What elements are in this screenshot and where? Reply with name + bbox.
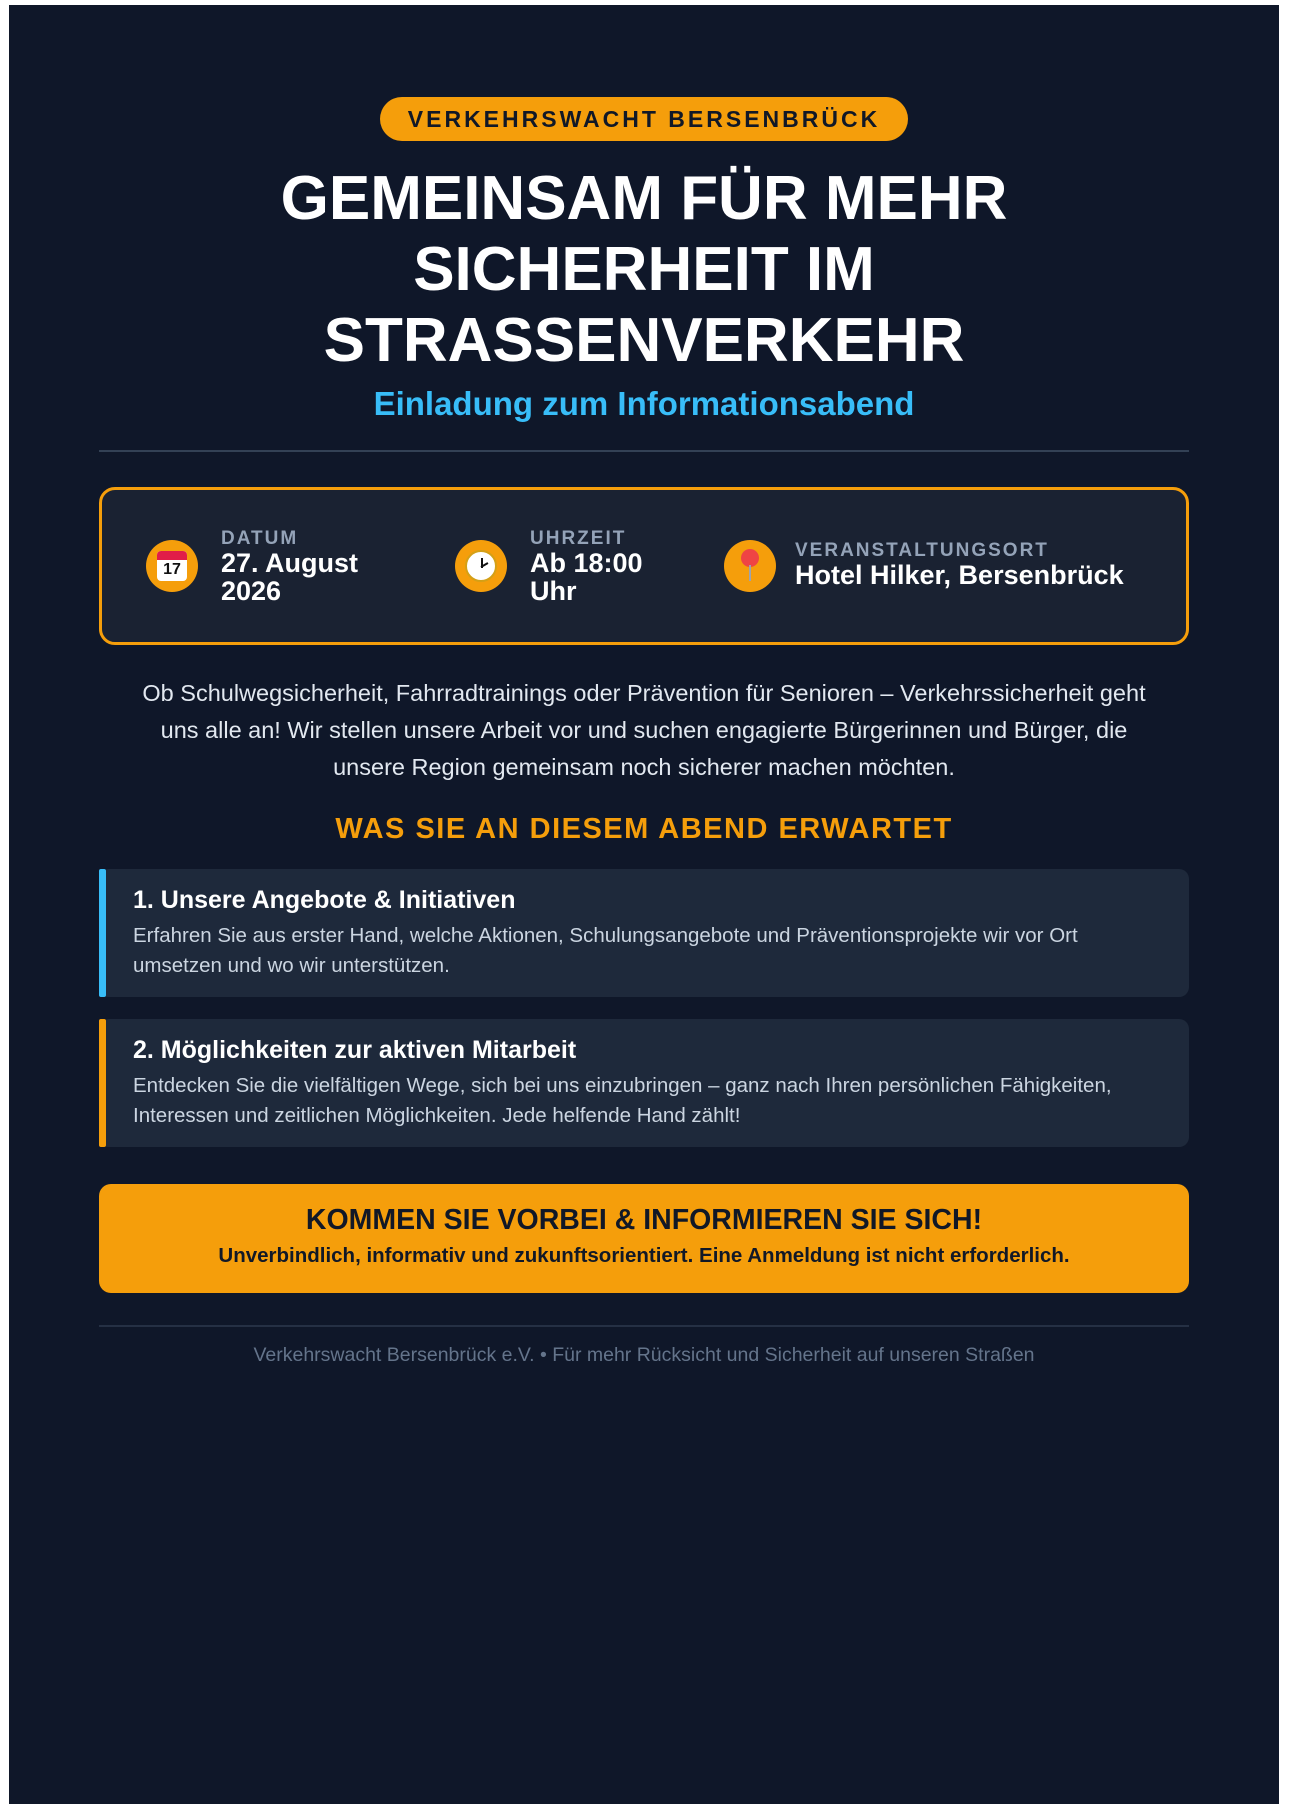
agenda-card-line: umsetzen und wo wir unterstützen.	[133, 954, 450, 977]
intro-text	[99, 675, 1189, 786]
calendar-day: 17	[163, 561, 181, 578]
title-line: STRASSENVERKEHR	[323, 306, 965, 375]
intro-line: Ob Schulwegsicherheit, Fahrradtrainings oder Prävention für Senioren – Verkehrssicherheit geht	[142, 680, 1146, 706]
agenda-card-line: Erfahren Sie aus erster Hand, welche Aktionen, Schulungsangebote und Präventionsprojekte wir vor Ort	[133, 924, 1078, 947]
agenda-card-body	[133, 921, 1163, 981]
badge-row	[99, 97, 1189, 141]
agenda-card-accent	[99, 869, 106, 997]
agenda-card-line: Interessen und zeitlichen Möglichkeiten. Jede helfende Hand zählt!	[133, 1104, 741, 1127]
cta-text: Unverbindlich, informativ und zukunftsorientiert. Eine Anmeldung ist nicht erforderlich.	[218, 1244, 1070, 1267]
info-date	[102, 490, 402, 642]
agenda-card	[99, 869, 1189, 997]
intro-line: uns alle an! Wir stellen unsere Arbeit vor und suchen engagierte Bürgerinnen und Bürger, die	[160, 717, 1128, 743]
info-location-value: Hotel Hilker, Bersenbrück	[795, 560, 1124, 590]
info-time-value	[530, 549, 643, 605]
intro-line: unsere Region gemeinsam noch sicherer machen möchten.	[333, 754, 955, 780]
info-location-label: VERANSTALTUNGSORT	[795, 540, 1049, 561]
agenda-card-line: Entdecken Sie die vielfältigen Wege, sich bei uns einzubringen – ganz nach Ihren persönlichen Fähigkeiten,	[133, 1074, 1112, 1097]
info-location	[672, 490, 1186, 642]
call-to-action-box	[99, 1184, 1189, 1293]
clock-icon	[455, 540, 507, 592]
organization-badge: VERKEHRSWACHT BERSENBRÜCK	[380, 97, 908, 141]
agenda-heading: WAS SIE AN DIESEM ABEND ERWARTET	[335, 813, 953, 845]
footer-divider	[99, 1325, 1189, 1327]
footer-text: Verkehrswacht Bersenbrück e.V. • Für mehr Rücksicht und Sicherheit auf unseren Straßen	[253, 1344, 1035, 1366]
agenda-card-title: 1. Unsere Angebote & Initiativen	[133, 886, 516, 914]
info-time	[402, 490, 672, 642]
title-line: GEMEINSAM FÜR MEHR	[280, 164, 1008, 233]
calendar-icon	[146, 540, 198, 592]
agenda-card-title: 2. Möglichkeiten zur aktiven Mitarbeit	[133, 1036, 577, 1064]
info-date-label: DATUM	[221, 528, 299, 549]
pin-icon	[724, 540, 776, 592]
page-title	[99, 163, 1189, 376]
info-time-value-line: Ab 18:00	[530, 548, 643, 578]
agenda-card-body	[133, 1071, 1163, 1131]
info-date-value	[221, 549, 358, 605]
info-time-text	[530, 529, 643, 605]
info-time-label: UHRZEIT	[530, 528, 627, 549]
agenda-card-accent	[99, 1019, 106, 1147]
info-location-text	[795, 541, 1124, 589]
page-subtitle: Einladung zum Informationsabend	[373, 385, 915, 422]
event-info-box	[99, 487, 1189, 645]
divider	[99, 450, 1189, 452]
title-line: SICHERHEIT IM	[413, 235, 875, 304]
flyer-page	[9, 5, 1279, 1804]
info-date-value-line: 27. August	[221, 548, 359, 578]
info-date-text	[221, 529, 358, 605]
agenda-card	[99, 1019, 1189, 1147]
info-date-value-line: 2026	[221, 576, 282, 606]
info-time-value-line: Uhr	[530, 576, 577, 606]
cta-title: KOMMEN SIE VORBEI & INFORMIEREN SIE SICH!	[305, 1204, 983, 1236]
